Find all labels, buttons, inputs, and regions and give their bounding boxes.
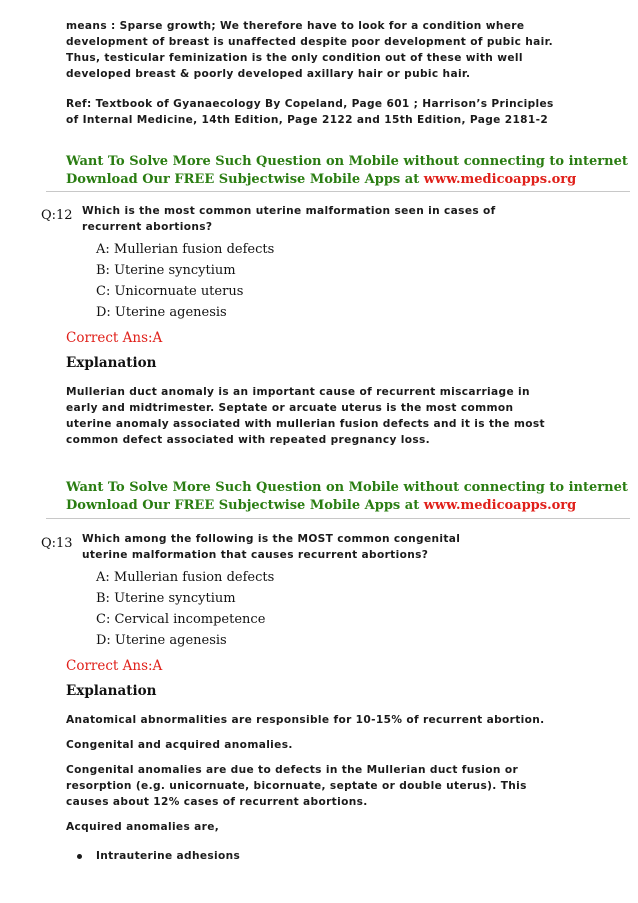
promo-line-1: Want To Solve More Such Question on Mobile without connecting to internet (66, 154, 628, 169)
option-d[interactable]: D: Uterine agenesis (96, 633, 227, 648)
explanation-heading: Explanation (66, 683, 157, 699)
question-text: Which among the following is the MOST common congenital uterine malformation that causes recurrent abortions? (82, 533, 461, 561)
promo-line-1: Want To Solve More Such Question on Mobile without connecting to internet (66, 480, 628, 495)
list-item: Intrauterine adhesions (96, 850, 241, 862)
option-c[interactable]: C: Unicornuate uterus (96, 284, 244, 299)
option-b[interactable]: B: Uterine syncytium (96, 591, 236, 606)
option-c[interactable]: C: Cervical incompetence (96, 612, 266, 627)
option-d[interactable]: D: Uterine agenesis (96, 305, 227, 320)
explanation-paragraph: Congenital and acquired anomalies. (66, 739, 293, 751)
option-a[interactable]: A: Mullerian fusion defects (96, 570, 275, 585)
question-text: Which is the most common uterine malformation seen in cases of recurrent abortions? (82, 205, 496, 233)
option-b[interactable]: B: Uterine syncytium (96, 263, 236, 278)
explanation-heading: Explanation (66, 355, 157, 371)
correct-answer: Correct Ans:A (66, 658, 163, 674)
option-a[interactable]: A: Mullerian fusion defects (96, 242, 275, 257)
question-number: Q:12 (41, 208, 73, 223)
explanation-paragraph: Acquired anomalies are, (66, 821, 220, 833)
promo-url-link[interactable]: www.medicoapps.org (423, 172, 577, 187)
explanation-paragraph: Anatomical abnormalities are responsible for 10-15% of recurrent abortion. (66, 714, 545, 726)
correct-answer: Correct Ans:A (66, 330, 163, 346)
promo-line-2 (66, 497, 576, 515)
reference-text: Ref: Textbook of Gyanaecology By Copeland, Page 601 ; Harrison’s Principles of Internal Medicine, 14th Edition, Page 2122 and 15th Edition, Page 2181-2 (66, 98, 554, 126)
explanation-text: Mullerian duct anomaly is an important cause of recurrent miscarriage in early and midtrimester. Septate or arcuate uterus is the most common uterine anomaly associated with mullerian fusion defects and it is the most common defect associated with repeated pregnancy loss. (66, 386, 545, 446)
question-number: Q:13 (41, 536, 73, 551)
intro-paragraph: means : Sparse growth; We therefore have to look for a condition where development of breast is unaffected despite poor development of pubic hair. Thus, testicular feminization is the only condition out of these with well developed breast & poorly developed axillary hair or pubic hair. (66, 20, 554, 80)
explanation-paragraph: Congenital anomalies are due to defects in the Mullerian duct fusion or resorption (e.g. unicornuate, bicornuate, septate or double uterus). This causes about 12% cases of recurrent abortions. (66, 764, 527, 808)
promo-prefix: Download Our FREE Subjectwise Mobile Apps at (66, 172, 424, 187)
divider (46, 518, 630, 519)
promo-prefix: Download Our FREE Subjectwise Mobile Apps at (66, 498, 424, 513)
promo-line-2 (66, 171, 576, 189)
promo-url-link[interactable]: www.medicoapps.org (423, 498, 577, 513)
bullet-icon (77, 854, 82, 859)
divider (46, 191, 630, 192)
